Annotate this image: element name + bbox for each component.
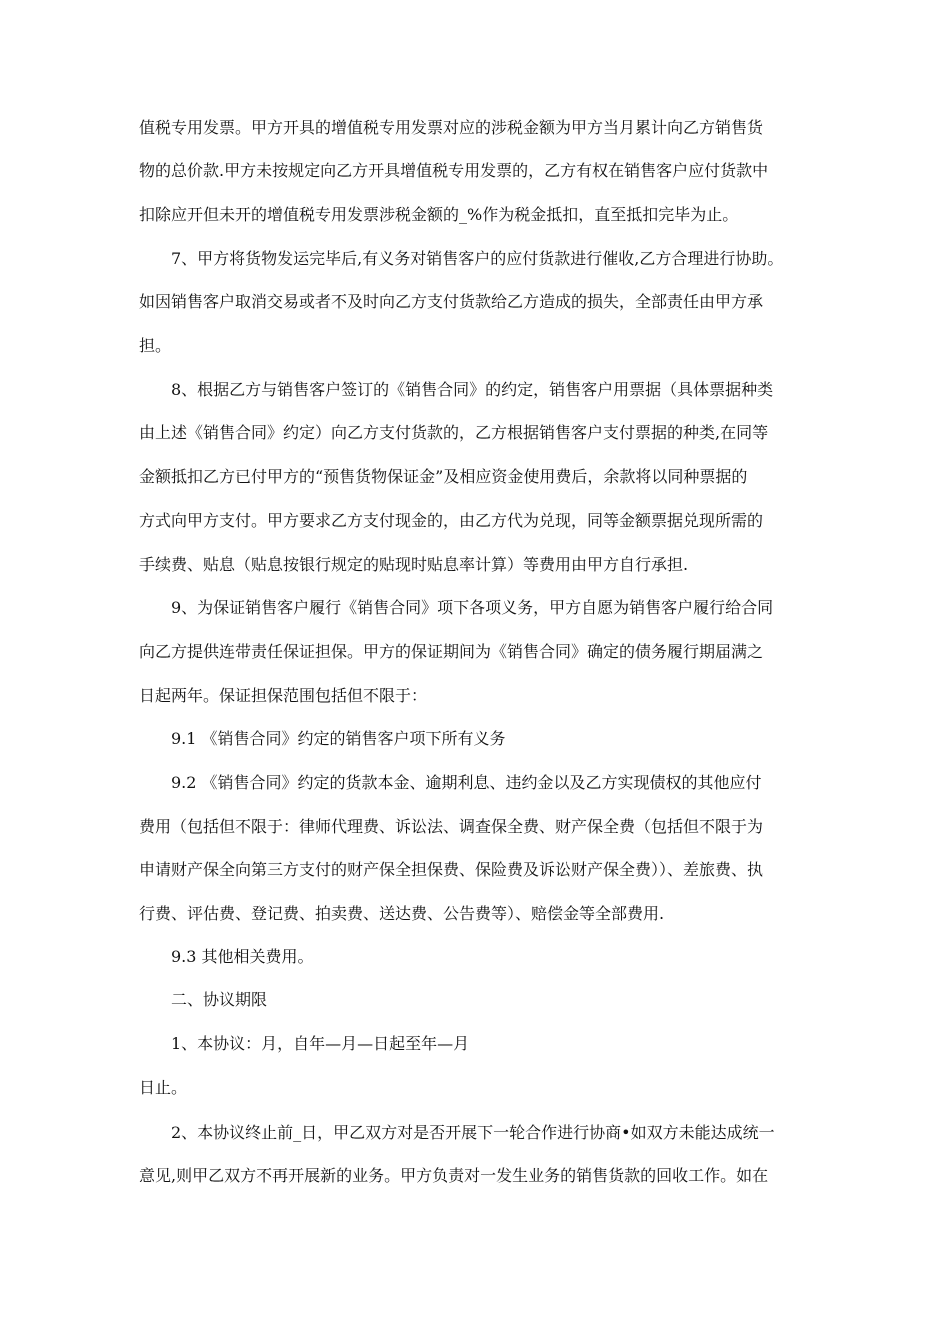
text-line: 1、本协议：月，自年—月—日起至年—月 — [171, 1034, 470, 1053]
text-line: 费用（包括但不限于：律师代理费、诉讼法、调查保全费、财产保全费（包括但不限于为 — [139, 817, 764, 836]
text-line: 向乙方提供连带责任保证担保。甲方的保证期间为《销售合同》确定的债务履行期届满之 — [139, 642, 764, 661]
text-line: 日起两年。保证担保范围包括但不限于： — [139, 686, 428, 705]
text-line: 物的总价款.甲方未按规定向乙方开具增值税专用发票的，乙方有权在销售客户应付货款中 — [139, 161, 769, 180]
text-line: 手续费、贴息（贴息按银行规定的贴现时贴息率计算）等费用由甲方自行承担. — [139, 555, 689, 574]
text-line: 由上述《销售合同》约定）向乙方支付货款的，乙方根据销售客户支付票据的种类,在同等 — [139, 423, 769, 442]
text-line: 申请财产保全向第三方支付的财产保全担保费、保险费及诉讼财产保全费））、差旅费、执 — [139, 860, 764, 879]
text-line: 9.1 《销售合同》约定的销售客户项下所有义务 — [171, 729, 506, 748]
text-line: 9、为保证销售客户履行《销售合同》项下各项义务，甲方自愿为销售客户履行给合同 — [171, 598, 774, 617]
text-line: 2、本协议终止前_日，甲乙双方对是否开展下一轮合作进行协商•如双方未能达成统一 — [171, 1123, 775, 1142]
text-line: 意见,则甲乙双方不再开展新的业务。甲方负责对一发生业务的销售货款的回收工作。如在 — [139, 1166, 769, 1185]
text-line: 9.3 其他相关费用。 — [171, 947, 314, 966]
text-line: 行费、评估费、登记费、拍卖费、送达费、公告费等）、赔偿金等全部费用. — [139, 904, 665, 923]
text-line: 9.2 《销售合同》约定的货款本金、逾期利息、违约金以及乙方实现债权的其他应付 — [171, 773, 762, 792]
section-heading: 二、协议期限 — [171, 990, 268, 1009]
text-line: 金额抵扣乙方已付甲方的“预售货物保证金”及相应资金使用费后，余款将以同种票据的 — [139, 467, 748, 486]
text-line: 值税专用发票。甲方开具的增值税专用发票对应的涉税金额为甲方当月累计向乙方销售货 — [139, 118, 764, 137]
text-line: 方式向甲方支付。甲方要求乙方支付现金的，由乙方代为兑现，同等金额票据兑现所需的 — [139, 511, 764, 530]
text-line: 扣除应开但未开的增值税专用发票涉税金额的_%作为税金抵扣，直至抵扣完毕为止。 — [139, 205, 739, 224]
text-line: 8、根据乙方与销售客户签订的《销售合同》的约定，销售客户用票据（具体票据种类 — [171, 380, 774, 399]
text-line: 日止。 — [139, 1078, 188, 1097]
text-line: 7、甲方将货物发运完毕后,有义务对销售客户的应付货款进行催收,乙方合理进行协助。 — [171, 249, 784, 268]
text-line: 担。 — [139, 336, 172, 355]
text-line: 如因销售客户取消交易或者不及时向乙方支付货款给乙方造成的损失，全部责任由甲方承 — [139, 292, 764, 311]
